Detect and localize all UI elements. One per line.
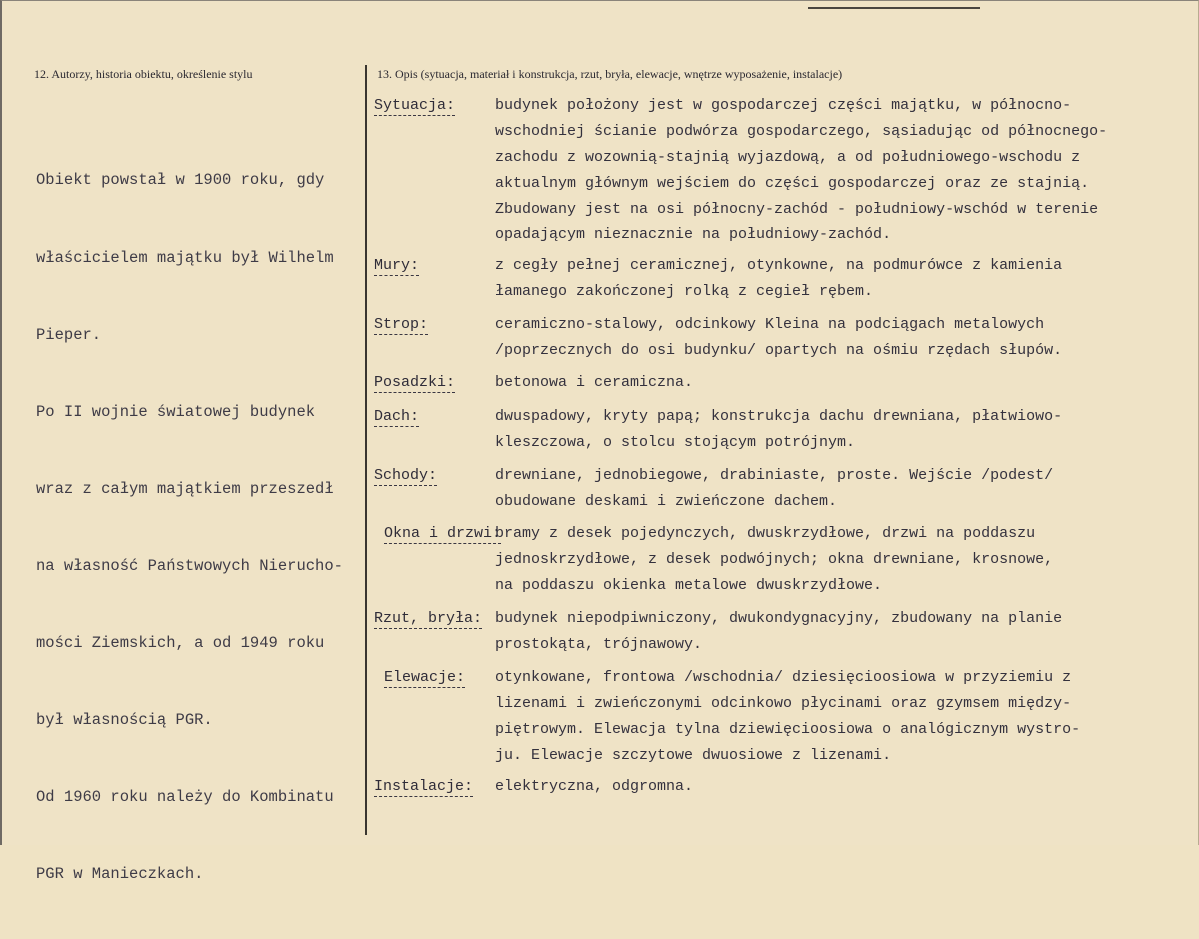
section-12-title: 12. Autorzy, historia obiektu, określenie stylu <box>34 67 253 81</box>
history-line: Od 1960 roku należy do Kombinatu <box>36 788 334 807</box>
row-text: drewniane, jednobiegowe, drabiniaste, proste. Wejście /podest/ obudowane deskami i zwieńczone dachem. <box>495 467 1054 510</box>
row-label: Schody: <box>374 467 438 484</box>
history-line: Obiekt powstał w 1900 roku, gdy <box>36 171 325 190</box>
history-line: mości Ziemskich, a od 1949 roku <box>36 633 325 652</box>
history-line: Po II wojnie światowej budynek <box>36 402 316 421</box>
row-text: dwuspadowy, kryty papą; konstrukcja dachu drewniana, płatwiowo- kleszczowa, o stolcu stojącym potrójnym. <box>495 408 1063 451</box>
row-text: otynkowane, frontowa /wschodnia/ dziesięcioosiowa w przyziemiu z lizenami i zwieńczonymi odcinkowo płycinami oraz gzymsem między- piętrowym. Elewacja tylna dziewięcioosiowa o analógicznym wystro- ju. Elewacje szczytowe dwuosiowe z lizenami. <box>495 669 1081 764</box>
history-line: PGR w Manieczkach. <box>36 865 204 884</box>
column-divider <box>365 65 367 835</box>
row-label: Strop: <box>374 316 429 333</box>
card-top-edge <box>808 1 980 9</box>
row-label: Posadzki: <box>374 374 456 391</box>
row-text: bramy z desek pojedynczych, dwuskrzydłowe, drzwi na poddaszu jednoskrzydłowe, z desek podwójnych; okna drewniane, krosnowe, na poddaszu okienka metalowe dwuskrzydłowe. <box>495 525 1054 594</box>
row-label: Elewacje: <box>384 669 466 686</box>
row-label: Rzut, bryła: <box>374 610 483 627</box>
history-line: był własnością PGR. <box>36 711 213 730</box>
history-line: na własność Państwowych Nierucho- <box>36 556 343 575</box>
section-13-title: 13. Opis (sytuacja, materiał i konstrukcja, rzut, bryła, elewacje, wnętrze wyposażenie, instalacje) <box>377 67 843 81</box>
row-label: Sytuacja: <box>374 97 456 114</box>
row-text: betonowa i ceramiczna. <box>495 374 694 391</box>
row-text: ceramiczno-stalowy, odcinkowy Kleina na podciągach metalowych /poprzecznych do osi budynku/ opartych na ośmiu rzędach słupów. <box>495 316 1063 359</box>
row-label: Dach: <box>374 408 420 425</box>
history-line: Pieper. <box>36 325 102 344</box>
history-line: wraz z całym majątkiem przeszedł <box>36 479 334 498</box>
row-label: Okna i drzwi: <box>384 525 502 542</box>
row-text: elektryczna, odgromna. <box>495 778 694 795</box>
row-label: Mury: <box>374 257 420 274</box>
row-text: z cegły pełnej ceramicznej, otynkowne, na podmurówce z kamienia łamanego zakończonej rolką z cegieł rębem. <box>495 257 1063 300</box>
row-text: budynek niepodpiwniczony, dwukondygnacyjny, zbudowany na planie prostokąta, trójnawowy. <box>495 610 1063 653</box>
history-line: właścicielem majątku był Wilhelm <box>36 248 334 267</box>
row-text: budynek położony jest w gospodarczej części majątku, w północno- wschodniej ścianie podwórza gospodarczego, sąsiadując od północnego- zachodu z wozownią-stajnią wyjazdową, a od południowego-wschodu z aktualnym głównym wejściem do części gospodarczej oraz ze stajnią. Zbudowany jest na osi północny-zachód - południowy-wschód w terenie opadającym nieznacznie na południowy-zachód. <box>495 97 1108 244</box>
row-label: Instalacje: <box>374 778 474 795</box>
history-text <box>36 117 361 939</box>
